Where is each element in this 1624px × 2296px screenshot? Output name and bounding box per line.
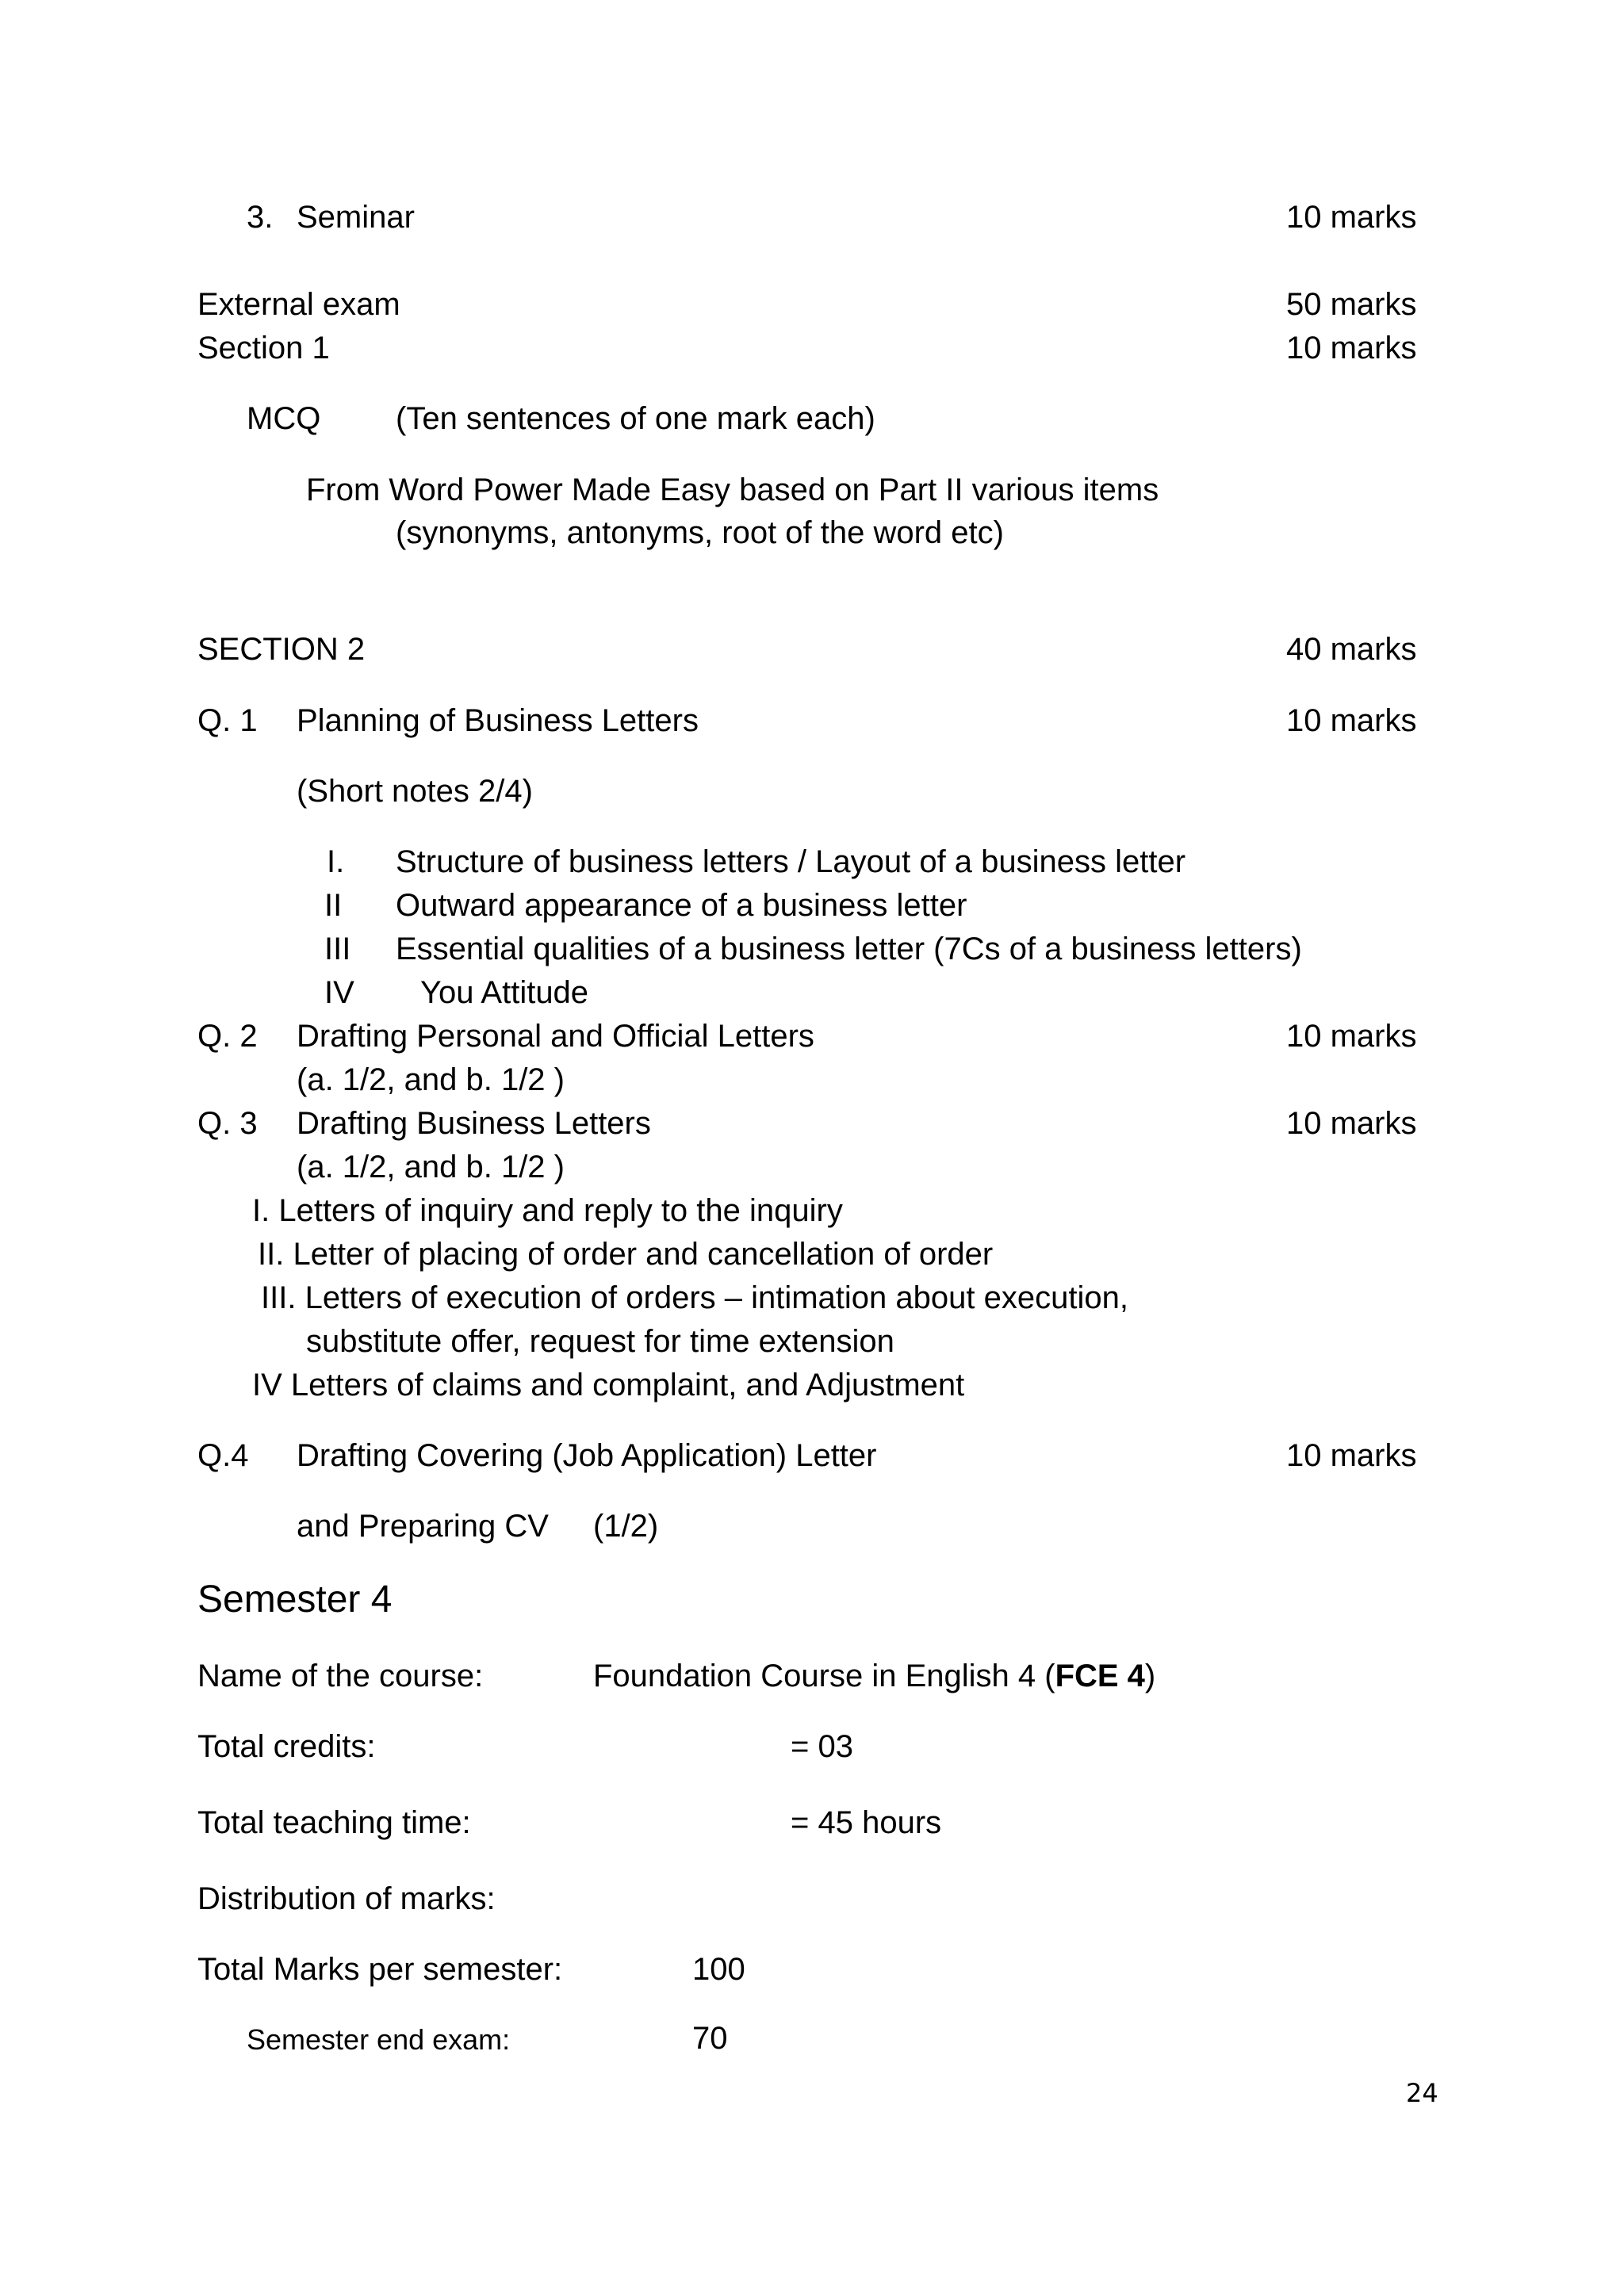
q1-item-text: Outward appearance of a business letter — [396, 888, 967, 923]
q4-title: Drafting Covering (Job Application) Letter — [297, 1438, 877, 1473]
mcq-description: (Ten sentences of one mark each) — [396, 401, 875, 436]
q1-item-number: I. — [327, 844, 345, 879]
q1-item-number: III — [324, 932, 351, 966]
total-marks-label: Total Marks per semester: — [197, 1952, 563, 1987]
page-number: 24 — [1406, 2078, 1438, 2108]
q1-marks: 10 marks — [1286, 703, 1417, 738]
q1-item-number: IV — [324, 975, 354, 1010]
q1-item-text: Essential qualities of a business letter (7Cs of a business letters) — [396, 932, 1302, 966]
semester-heading: Semester 4 — [197, 1578, 393, 1621]
course-code: FCE 4 — [1055, 1659, 1145, 1693]
section1-label: Section 1 — [197, 331, 330, 365]
teaching-time-value: = 45 hours — [791, 1805, 942, 1840]
q4-marks: 10 marks — [1286, 1438, 1417, 1473]
q2-marks: 10 marks — [1286, 1019, 1417, 1054]
q2-title: Drafting Personal and Official Letters — [297, 1019, 814, 1054]
q1-item-text: Structure of business letters / Layout of a business letter — [396, 844, 1186, 879]
section2-label: SECTION 2 — [197, 632, 366, 667]
q3-note: (a. 1/2, and b. 1/2 ) — [297, 1150, 565, 1184]
q3-item: III. Letters of execution of orders – intimation about execution, — [261, 1280, 1128, 1315]
teaching-time-label: Total teaching time: — [197, 1805, 471, 1840]
section1-marks: 10 marks — [1286, 331, 1417, 365]
end-exam-value: 70 — [692, 2021, 728, 2056]
q2-note: (a. 1/2, and b. 1/2 ) — [297, 1062, 565, 1097]
q1-note: (Short notes 2/4) — [297, 774, 533, 809]
q1-number: Q. 1 — [197, 703, 258, 738]
external-exam-label: External exam — [197, 287, 400, 322]
q1-item-number: II — [324, 888, 343, 923]
course-name-label: Name of the course: — [197, 1659, 484, 1693]
course-name-value — [593, 1657, 1155, 1695]
external-exam-marks: 50 marks — [1286, 287, 1417, 322]
mcq-label: MCQ — [247, 401, 321, 436]
total-credits-value: = 03 — [791, 1729, 853, 1764]
total-credits-label: Total credits: — [197, 1729, 376, 1764]
mcq-source-line1: From Word Power Made Easy based on Part II various items — [306, 473, 1159, 507]
total-marks-value: 100 — [692, 1952, 745, 1987]
seminar-label: Seminar — [297, 200, 415, 235]
section2-marks: 40 marks — [1286, 632, 1417, 667]
distribution-label: Distribution of marks: — [197, 1881, 496, 1916]
end-exam-label: Semester end exam: — [247, 2023, 511, 2056]
course-name-close: ) — [1144, 1659, 1156, 1693]
q3-item: IV Letters of claims and complaint, and Adjustment — [252, 1368, 965, 1402]
q4-number: Q.4 — [197, 1438, 249, 1473]
course-name-text: Foundation Course in English 4 ( — [593, 1659, 1055, 1693]
q2-number: Q. 2 — [197, 1019, 258, 1054]
q3-item: I. Letters of inquiry and reply to the inquiry — [252, 1193, 843, 1228]
seminar-marks: 10 marks — [1286, 200, 1417, 235]
q1-title: Planning of Business Letters — [297, 703, 699, 738]
q3-marks: 10 marks — [1286, 1106, 1417, 1141]
q3-title: Drafting Business Letters — [297, 1106, 651, 1141]
q3-item: II. Letter of placing of order and cancellation of order — [258, 1237, 994, 1272]
q4-line2: and Preparing CV — [297, 1509, 549, 1544]
q3-item-continuation: substitute offer, request for time extension — [306, 1324, 894, 1359]
q4-line2-note: (1/2) — [593, 1509, 659, 1544]
q3-number: Q. 3 — [197, 1106, 258, 1141]
q1-item-text: You Attitude — [420, 975, 589, 1010]
seminar-number: 3. — [247, 200, 274, 235]
mcq-source-line2: (synonyms, antonyms, root of the word etc) — [396, 515, 1004, 550]
